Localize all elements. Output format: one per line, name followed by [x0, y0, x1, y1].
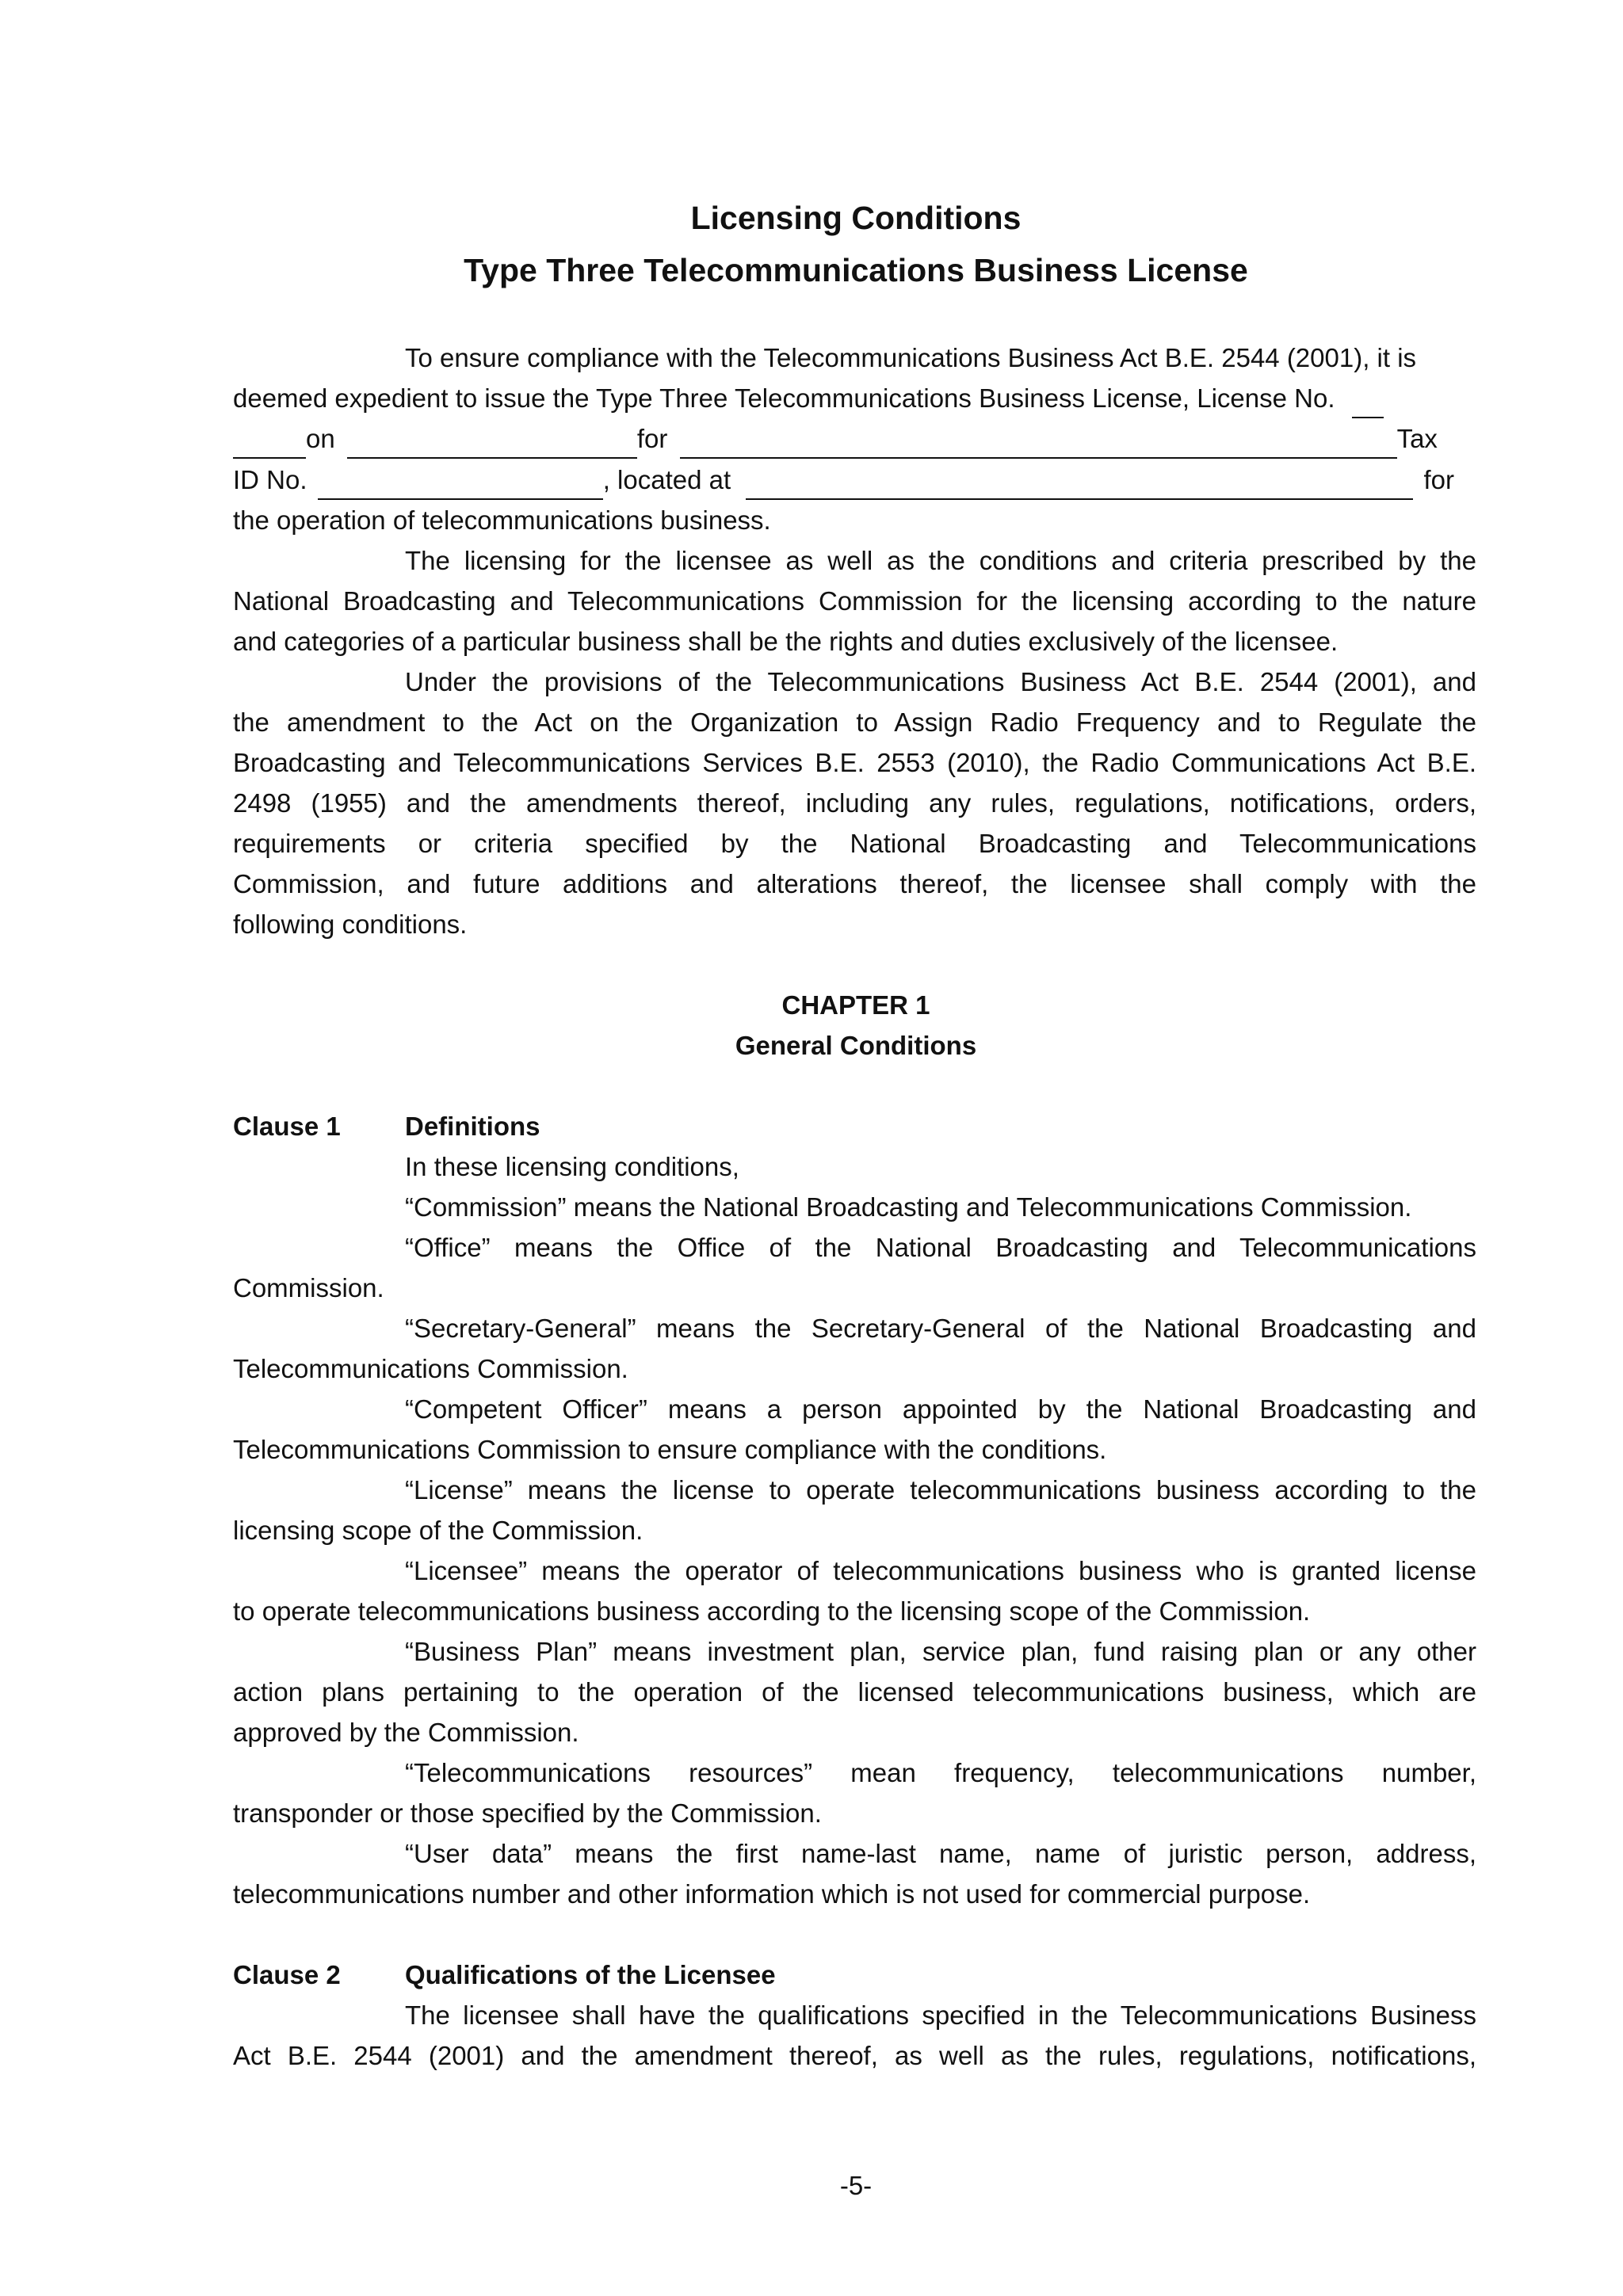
license-no-blank	[233, 427, 306, 459]
tax-label: Tax	[1396, 424, 1438, 453]
licensee-name-blank	[680, 427, 1397, 459]
intro-line: Under the provisions of the Telecommunications Business Act B.E. 2544 (2001), and	[405, 667, 1476, 696]
title-license-type: Type Three Telecommunications Business License	[464, 252, 1248, 288]
intro-line: Broadcasting and Telecommunications Services B.E. 2553 (2010), the Radio Communications Act B.E.	[233, 748, 1476, 777]
intro-line: National Broadcasting and Telecommunications Commission for the licensing according to the nature	[233, 586, 1476, 616]
definition-line: “Telecommunications resources” mean frequency, telecommunications number,	[405, 1758, 1476, 1787]
definition-line: transponder or those specified by the Commission.	[233, 1798, 822, 1828]
intro-line: the amendment to the Act on the Organization to Assign Radio Frequency and to Regulate the	[233, 707, 1476, 737]
chapter-title: General Conditions	[735, 1031, 977, 1060]
definition-line: “User data” means the first name-last name, name of juristic person, address,	[405, 1839, 1476, 1868]
title-licensing-conditions: Licensing Conditions	[690, 200, 1022, 236]
located-label: , located at	[602, 465, 731, 494]
clause-title: Qualifications of the Licensee	[405, 1960, 776, 1989]
clause-line: The licensee shall have the qualifications specified in the Telecommunications Business	[405, 2000, 1476, 2030]
definition-line: “Secretary-General” means the Secretary-General of the National Broadcasting and	[405, 1314, 1476, 1343]
definition-line: to operate telecommunications business according to the licensing scope of the Commission.	[233, 1596, 1311, 1626]
id-label: ID No.	[233, 465, 307, 494]
intro-line: the operation of telecommunications business.	[233, 505, 771, 535]
intro-line: 2498 (1955) and the amendments thereof, including any rules, regulations, notifications, orders,	[233, 788, 1476, 818]
chapter-label: CHAPTER 1	[781, 990, 930, 1020]
clause-number: Clause 2	[233, 1960, 341, 1989]
license-no-blank	[1352, 387, 1384, 418]
definition-line: “Competent Officer” means a person appointed by the National Broadcasting and	[405, 1394, 1476, 1424]
clause-number: Clause 1	[233, 1112, 341, 1141]
definition-line: licensing scope of the Commission.	[233, 1516, 643, 1545]
definition-line: Telecommunications Commission to ensure compliance with the conditions.	[233, 1435, 1107, 1464]
tax-id-blank	[318, 468, 603, 500]
on-label: on	[306, 424, 335, 453]
definition-line: “Licensee” means the operator of telecommunications business who is granted license	[405, 1556, 1476, 1585]
page-number: -5-	[839, 2171, 873, 2200]
intro-line	[233, 378, 1384, 418]
intro-line: following conditions.	[233, 910, 468, 939]
address-blank	[746, 468, 1413, 500]
intro-line: The licensing for the licensee as well as the conditions and criteria prescribed by the	[405, 546, 1476, 575]
definition-line: Commission.	[233, 1273, 384, 1302]
intro-blank-line	[233, 460, 1454, 500]
definition-line: In these licensing conditions,	[405, 1152, 739, 1181]
for-label: for	[636, 424, 668, 453]
clause-line: Act B.E. 2544 (2001) and the amendment thereof, as well as the rules, regulations, notifications,	[233, 2041, 1476, 2070]
date-blank	[347, 427, 637, 459]
intro-line: and categories of a particular business shall be the rights and duties exclusively of the licensee.	[233, 627, 1338, 656]
for-label: for	[1423, 465, 1455, 494]
definition-line: Telecommunications Commission.	[233, 1354, 628, 1383]
intro-line: requirements or criteria specified by the National Broadcasting and Telecommunications	[233, 829, 1476, 858]
definition-line: “License” means the license to operate telecommunications business according to the	[405, 1475, 1476, 1505]
clause-title: Definitions	[405, 1112, 540, 1141]
definition-line: “Commission” means the National Broadcasting and Telecommunications Commission.	[405, 1192, 1412, 1222]
definition-line: “Office” means the Office of the National Broadcasting and Telecommunications	[405, 1233, 1476, 1262]
definition-line: “Business Plan” means investment plan, service plan, fund raising plan or any other	[405, 1637, 1476, 1666]
intro-blank-line	[233, 418, 1438, 459]
intro-line: To ensure compliance with the Telecommunications Business Act B.E. 2544 (2001), it is	[405, 343, 1417, 372]
intro-line-text: deemed expedient to issue the Type Three Telecommunications Business License, License No.	[233, 383, 1335, 413]
definition-line: action plans pertaining to the operation of the licensed telecommunications business, which are	[233, 1677, 1476, 1707]
definition-line: approved by the Commission.	[233, 1718, 579, 1747]
definition-line: telecommunications number and other information which is not used for commercial purpose.	[233, 1879, 1311, 1909]
intro-line: Commission, and future additions and alterations thereof, the licensee shall comply with the	[233, 869, 1476, 898]
